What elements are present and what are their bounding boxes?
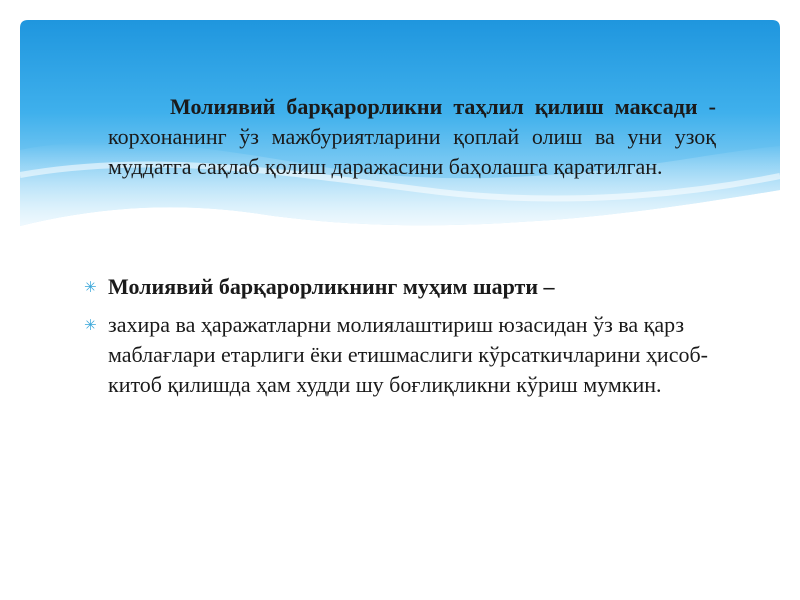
bullet-text: Молиявий барқарорликнинг муҳим шарти – bbox=[108, 274, 555, 299]
bullet-item bbox=[84, 310, 724, 400]
bullet-list bbox=[84, 272, 724, 400]
asterisk-icon: ✳ bbox=[84, 278, 97, 296]
bullet-item bbox=[84, 272, 724, 302]
asterisk-icon: ✳ bbox=[84, 316, 97, 334]
intro-paragraph bbox=[108, 92, 716, 182]
intro-lead-bold: Молиявий барқарорликни таҳлил қилиш максади - bbox=[170, 94, 716, 119]
intro-rest: корхонанинг ўз мажбуриятларини қоплай олиш ва уни узоқ муддатга сақлаб қолиш даражасини баҳолашга қаратилган. bbox=[108, 124, 716, 179]
bullet-text: захира ва ҳаражатларни молиялаштириш юзасидан ўз ва қарз маблағлари етарлиги ёки етишмаслиги кўрсаткичларини ҳисоб-китоб қилишда ҳам худди шу боғлиқликни кўриш мумкин. bbox=[108, 312, 708, 397]
